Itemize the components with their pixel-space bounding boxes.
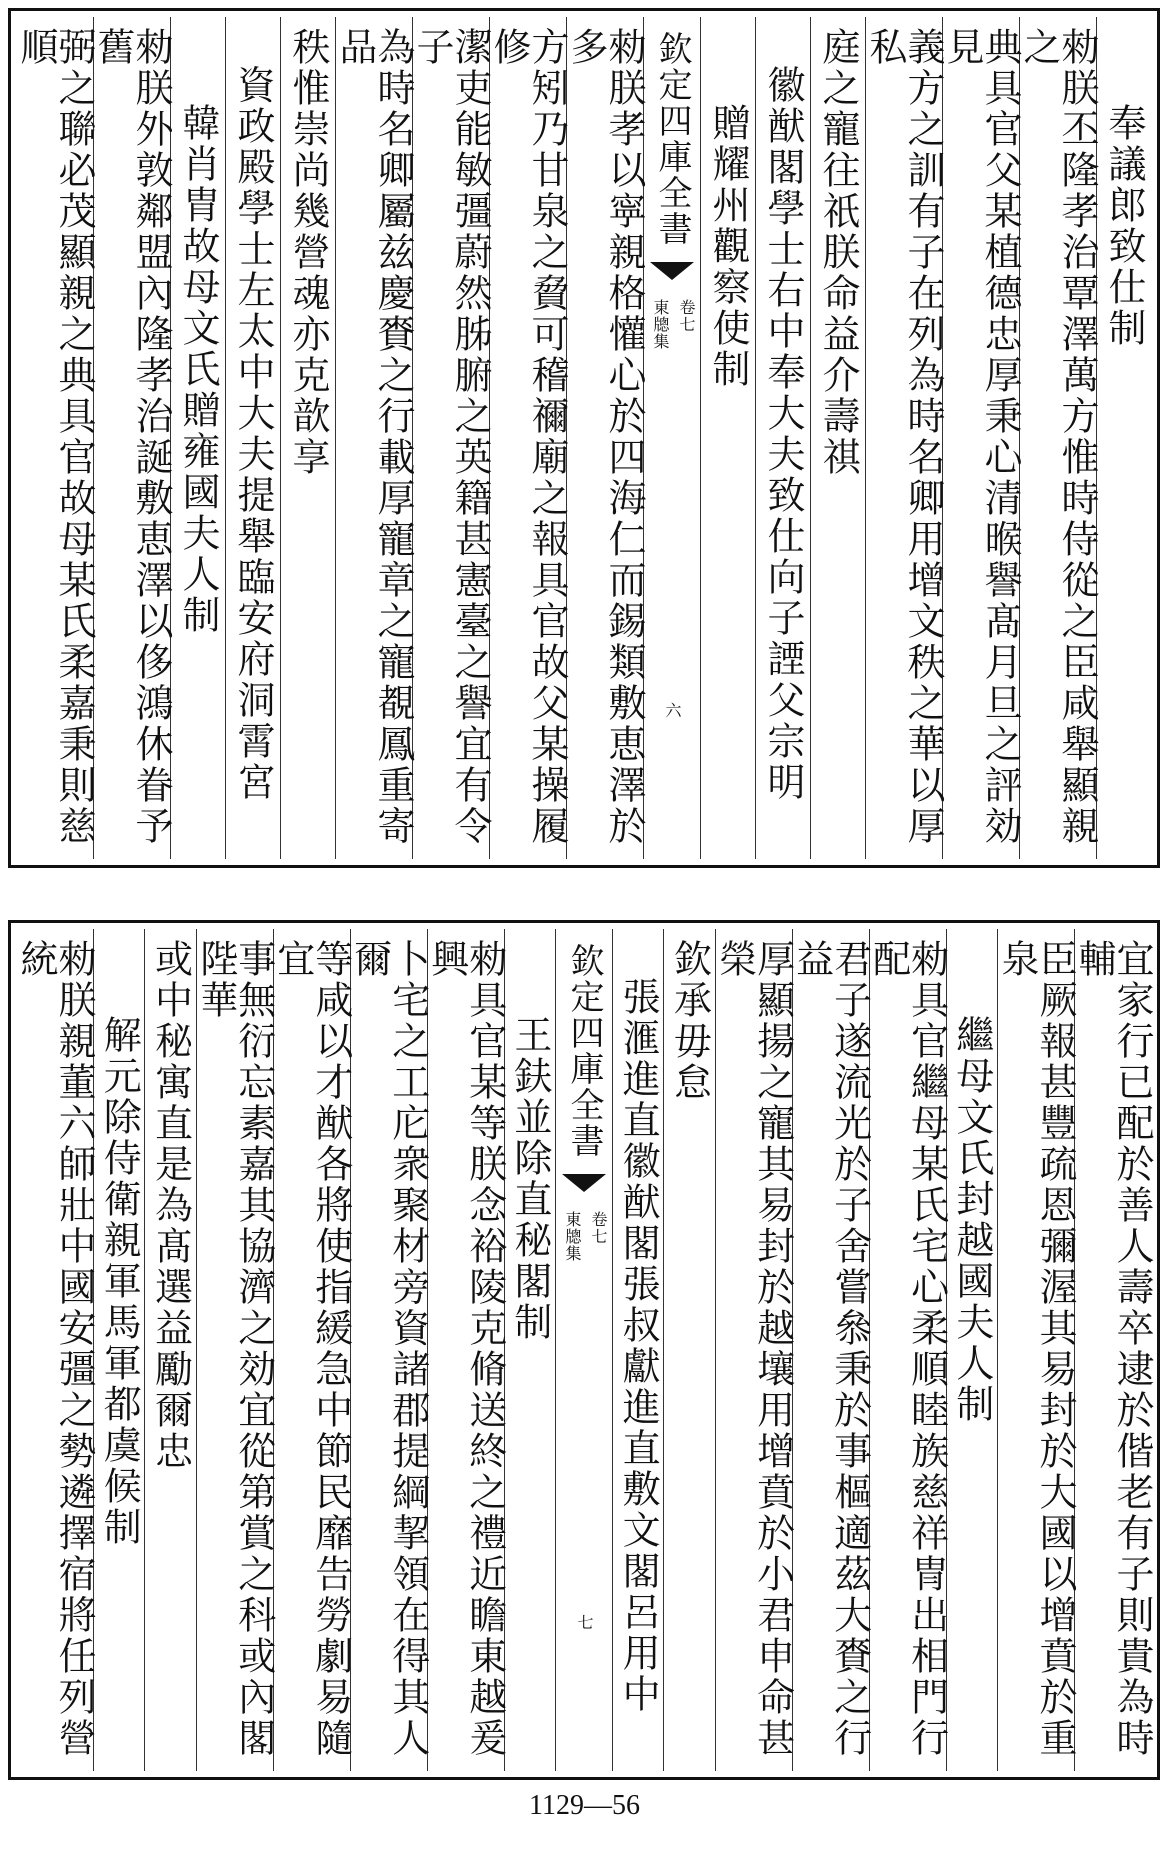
column-text: 厚顯揚之寵其易封於越壤用增賁於小君申命甚榮	[712, 939, 795, 1759]
text-column	[225, 17, 280, 859]
text-column	[700, 17, 755, 859]
column-text: 君子遂流光於子舍嘗叅秉於事樞適茲大賚之行益	[789, 939, 872, 1759]
text-column	[91, 17, 173, 859]
column-text: 卜宅之工庀衆聚材旁資諸郡提綱挈領在得其人爾	[347, 939, 430, 1759]
column-text: 贈耀州觀察使制	[706, 103, 750, 390]
text-column	[863, 17, 945, 859]
page-seven-panel	[8, 920, 1160, 1780]
fish-tail-mark-icon	[562, 1174, 606, 1192]
column-text: 解元除侍衛親軍馬軍都虞候制	[97, 1015, 142, 1548]
column-text: 張滙進直徽猷閣張叔獻進直敷文閣呂用中	[616, 977, 661, 1715]
text-column	[663, 929, 714, 1771]
column-text: 等咸以才猷各將使指緩急中節民靡告勞劇易隨宜	[270, 939, 353, 1759]
text-column	[789, 929, 872, 1771]
column-text: 弼之聯必茂顯親之典具官故母某氏柔嘉秉則慈順	[14, 27, 96, 847]
book-center-column	[555, 929, 612, 1771]
page-footer-number: 1129—56	[529, 1790, 640, 1821]
text-column	[1096, 17, 1151, 859]
column-text: 臣厥報甚豐疏恩彌渥其易封於大國以增賁於重泉	[995, 939, 1077, 1759]
column-text: 徽猷閣學士右中奉大夫致仕向子諲父宗明	[761, 65, 805, 803]
volume-label: 卷七	[677, 299, 696, 333]
page-six-panel	[8, 8, 1160, 868]
column-text: 宜家行已配於善人壽卒逮於偕老有子則貴為時輔	[1072, 939, 1154, 1759]
book-title: 欽定四庫全書	[652, 31, 692, 247]
column-text: 潔吏能敏彊蔚然胏腑之英籍甚憲臺之譽宜有令子	[410, 27, 492, 847]
text-column	[504, 929, 555, 1771]
column-text: 勑朕丕隆孝治覃澤萬方惟時侍從之臣咸舉顯親之	[1017, 27, 1099, 847]
volume-label: 卷七	[589, 1211, 609, 1245]
column-text: 勑朕外敦鄰盟內隆孝治誕敷恵澤以侈鴻休眷予舊	[91, 27, 173, 847]
column-text: 勑具官某等朕念裕陵克脩送終之禮近瞻東越爰興	[424, 939, 507, 1759]
source-collection-name: 東牕集	[563, 1211, 583, 1262]
book-title: 欽定四庫全書	[564, 943, 605, 1159]
page-number: 六	[663, 702, 682, 719]
text-column	[1072, 929, 1154, 1771]
text-column	[280, 17, 335, 859]
text-column	[410, 17, 492, 859]
text-column	[487, 17, 569, 859]
text-column	[424, 929, 507, 1771]
text-column	[940, 17, 1022, 859]
text-columns	[14, 17, 1151, 859]
column-text: 方矧乃甘泉之䝱可稽禰廟之報具官故父某操履修	[487, 27, 569, 847]
text-column	[1017, 17, 1099, 859]
column-text: 秩惟崇尚幾營魂亦克歆享	[286, 27, 330, 478]
text-column	[93, 929, 144, 1771]
column-text: 繼母文氏封越國夫人制	[949, 1015, 994, 1425]
column-text: 義方之訓有子在列為時名卿用增文秩之華以厚私	[863, 27, 945, 847]
text-column	[712, 929, 795, 1771]
column-text: 韓肖胄故母文氏贈雍國夫人制	[176, 103, 220, 636]
text-column	[810, 17, 865, 859]
book-center-column	[643, 17, 700, 859]
text-columns	[14, 929, 1154, 1771]
column-text: 典具官父某植德忠厚秉心清㬋譽髙月旦之評効見	[940, 27, 1022, 847]
text-column	[564, 17, 646, 859]
column-text: 事無衍忘素嘉其協濟之効宜從第賞之科或內閣陛華	[193, 939, 276, 1759]
text-column	[755, 17, 810, 859]
text-column	[347, 929, 430, 1771]
text-column	[14, 17, 96, 859]
source-collection-name: 東牕集	[651, 299, 670, 350]
text-column	[612, 929, 663, 1771]
column-text: 奉議郎致仕制	[1102, 103, 1146, 349]
column-text: 欽承毋怠	[667, 939, 712, 1103]
text-column	[193, 929, 276, 1771]
text-column	[866, 929, 949, 1771]
text-column	[170, 17, 225, 859]
column-text: 庭之寵往祇朕命益介壽祺	[816, 27, 860, 478]
column-text: 資政殿學士左太中大夫提舉臨安府洞霄宮	[231, 65, 275, 803]
page-number: 七	[575, 1614, 595, 1631]
text-column	[946, 929, 997, 1771]
column-text: 勑朕親董六師壯中國安彊之勢遴擇宿將任列營統	[14, 939, 97, 1759]
text-column	[333, 17, 415, 859]
column-text: 為時名卿屬兹慶賚之行載厚寵章之寵覩鳳重寄品	[333, 27, 415, 847]
column-text: 王鈇並除直秘閣制	[507, 1015, 552, 1343]
text-column	[14, 929, 97, 1771]
column-text: 勑朕孝以寜親格懽心於四海仁而錫類敷恵澤於多	[564, 27, 646, 847]
fish-tail-mark-icon	[650, 262, 694, 280]
text-column	[995, 929, 1077, 1771]
text-column	[144, 929, 195, 1771]
column-text: 勑具官繼母某氏宅心柔順睦族慈祥冑出相門行配	[866, 939, 949, 1759]
column-text: 或中秘寓直是為髙選益勵爾忠	[148, 939, 193, 1472]
text-column	[270, 929, 353, 1771]
